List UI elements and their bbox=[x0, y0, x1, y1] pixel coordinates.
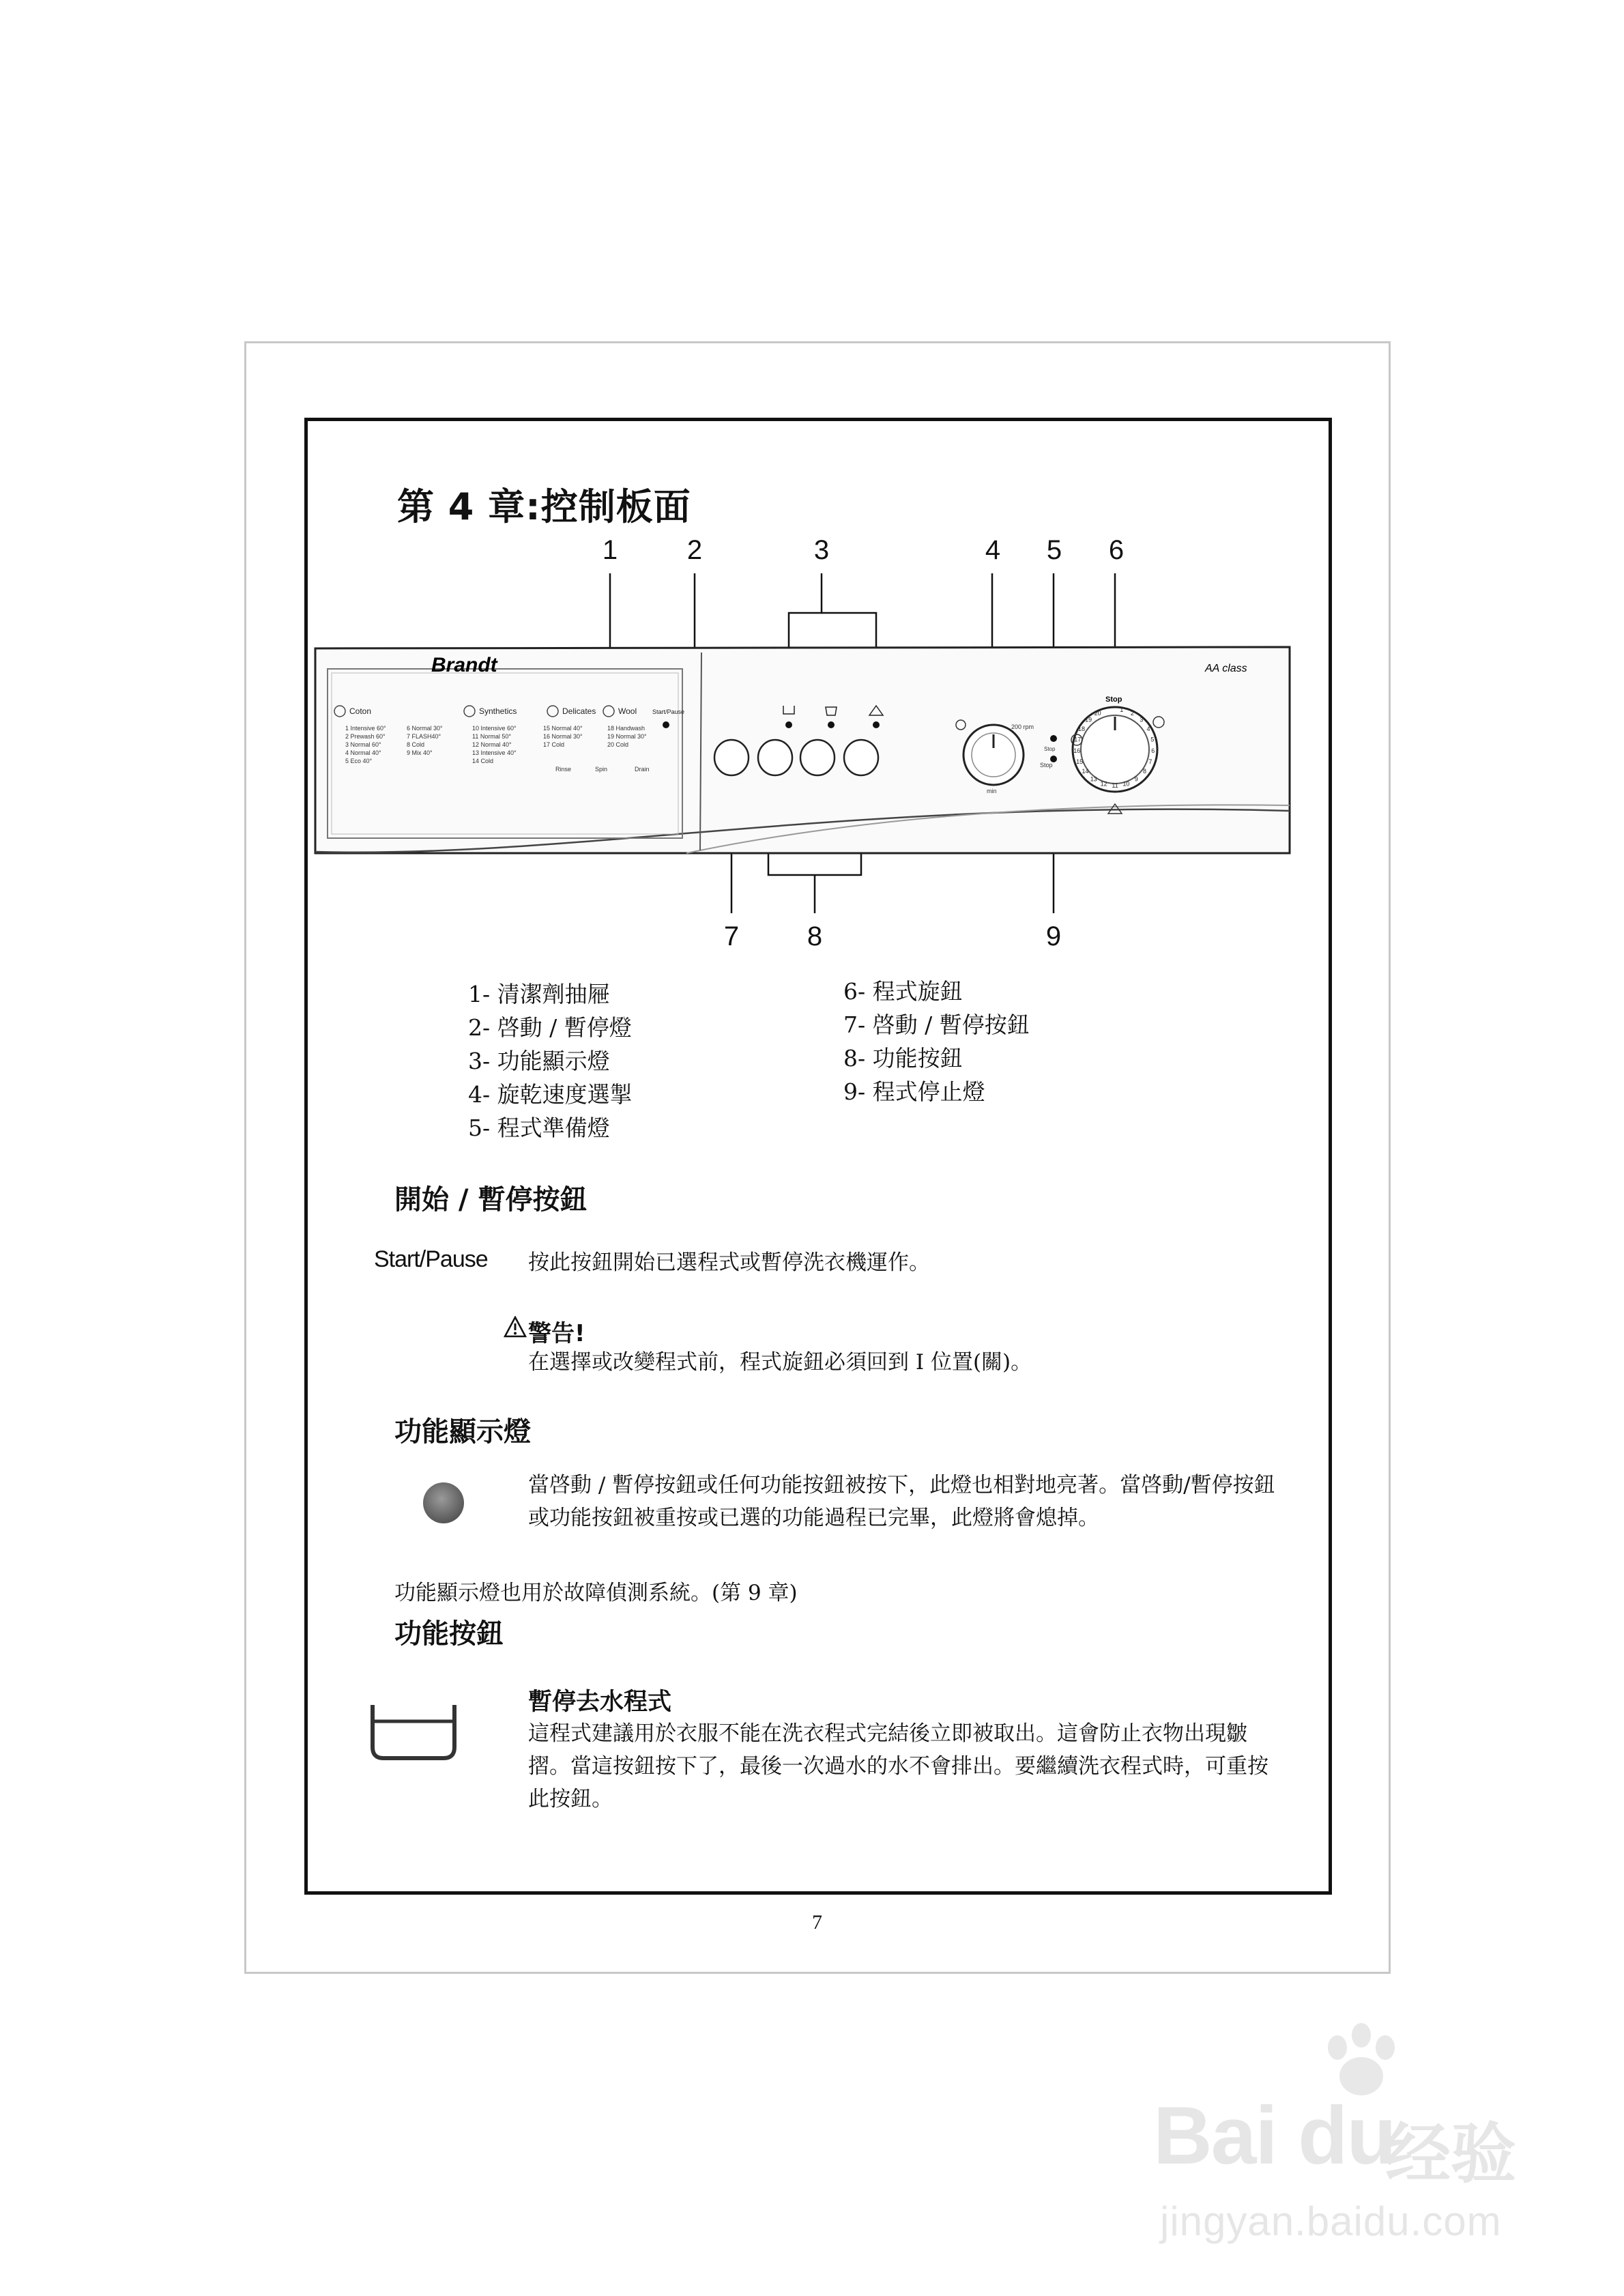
dial-number: 11 bbox=[1112, 782, 1118, 789]
dial-number: 6 bbox=[1151, 747, 1155, 754]
dial-number: 16 bbox=[1073, 747, 1081, 754]
start-pause-description: 按此按鈕開始已選程式或暫停洗衣機運作。 bbox=[528, 1250, 930, 1275]
callout-6: 6 bbox=[1108, 535, 1125, 565]
legend-item: 3- 功能顯示燈 bbox=[468, 1048, 610, 1074]
stop-light-label: Stop bbox=[1044, 746, 1056, 752]
page-number: 7 bbox=[812, 1911, 822, 1934]
dial-number: 19 bbox=[1085, 716, 1092, 723]
program-16: 16 Normal 30° bbox=[543, 733, 583, 740]
callout-4: 4 bbox=[985, 535, 1001, 565]
program-13: 13 Intensive 40° bbox=[472, 749, 517, 756]
watermark-label: 经验 bbox=[1385, 2116, 1516, 2192]
rinse-hold-icon bbox=[368, 1704, 459, 1761]
program-2: 2 Prewash 60° bbox=[345, 733, 386, 740]
function-light-note: 功能顯示燈也用於故障偵測系統。(第 9 章) bbox=[394, 1581, 798, 1605]
dial-number: 1 bbox=[1120, 706, 1124, 713]
start-pause-light bbox=[663, 721, 669, 728]
rinse-hold-title: 暫停去水程式 bbox=[528, 1689, 672, 1716]
dial-stop-label: Stop bbox=[1105, 695, 1122, 704]
legend-item: 8- 功能按鈕 bbox=[843, 1045, 963, 1072]
callout-7: 7 bbox=[723, 921, 740, 951]
dial-number: 5 bbox=[1150, 736, 1155, 743]
category-delicates: Delicates bbox=[562, 706, 596, 716]
warning-icon bbox=[504, 1316, 527, 1338]
dial-number: 17 bbox=[1074, 736, 1082, 743]
program-11: 11 Normal 50° bbox=[472, 733, 511, 740]
program-15: 15 Normal 40° bbox=[543, 725, 583, 732]
program-stop-light bbox=[1050, 756, 1057, 762]
warning-text: 在選擇或改變程式前，程式旋鈕必須回到 I 位置(關)。 bbox=[528, 1350, 1032, 1375]
dial-number: 3 bbox=[1140, 716, 1144, 723]
callout-9: 9 bbox=[1045, 921, 1062, 951]
dial-number: 13 bbox=[1090, 775, 1097, 783]
control-panel-diagram bbox=[304, 532, 1332, 915]
callout-3: 3 bbox=[813, 535, 830, 565]
program-3: 3 Normal 60° bbox=[345, 741, 381, 748]
category-synthetics: Synthetics bbox=[479, 706, 517, 716]
legend-item: 1- 清潔劑抽屜 bbox=[468, 981, 610, 1007]
section-heading-start-pause: 開始 / 暫停按鈕 bbox=[394, 1184, 588, 1216]
start-pause-panel-label: Start/Pause bbox=[652, 708, 685, 715]
legend-item: 2- 啓動 / 暫停燈 bbox=[468, 1014, 632, 1041]
start-pause-button[interactable] bbox=[714, 740, 749, 775]
dial-number: 15 bbox=[1076, 758, 1084, 765]
function-light-icon bbox=[422, 1481, 465, 1525]
watermark-url: jingyan.baidu.com bbox=[1160, 2198, 1502, 2244]
function-light-3 bbox=[873, 721, 880, 728]
function-button-3[interactable] bbox=[844, 740, 878, 775]
section-heading-function-buttons: 功能按鈕 bbox=[394, 1618, 504, 1650]
function-light-2 bbox=[828, 721, 835, 728]
dial-number: 4 bbox=[1146, 725, 1150, 732]
dial-number: 18 bbox=[1077, 725, 1086, 732]
program-5: 5 Eco 40° bbox=[345, 758, 373, 764]
callout-5: 5 bbox=[1046, 535, 1062, 565]
spin-stop-label: Stop bbox=[1040, 762, 1053, 769]
program-14: 14 Cold bbox=[472, 758, 494, 764]
dial-number: 12 bbox=[1100, 780, 1107, 788]
program-1: 1 Intensive 60° bbox=[345, 725, 386, 732]
function-light-1 bbox=[785, 721, 792, 728]
dial-number: 8 bbox=[1142, 768, 1147, 775]
legend-right bbox=[843, 975, 1030, 1108]
program-7: 7 FLASH40° bbox=[407, 733, 441, 740]
function-light-description: 當啓動 / 暫停按鈕或任何功能按鈕被按下，此燈也相對地亮著。當啓動/暫停按鈕或功能按鈕被重按或已選的功能過程已完畢，此燈將會熄掉。 bbox=[528, 1473, 1275, 1530]
legend-item: 5- 程式準備燈 bbox=[468, 1115, 610, 1141]
category-wool: Wool bbox=[618, 706, 637, 716]
callout-1: 1 bbox=[602, 535, 618, 565]
program-18: 18 Handwash bbox=[607, 725, 646, 732]
spin-speed-knob[interactable] bbox=[963, 725, 1024, 785]
legend-item: 7- 啓動 / 暫停按鈕 bbox=[843, 1011, 1030, 1038]
dial-number: 10 bbox=[1122, 780, 1130, 788]
legend-item: 4- 旋乾速度選掣 bbox=[468, 1081, 633, 1108]
program-19: 19 Normal 30° bbox=[607, 733, 647, 740]
section-heading-function-light: 功能顯示燈 bbox=[394, 1416, 531, 1448]
program-8: 8 Cold bbox=[407, 741, 425, 748]
legend-item: 9- 程式停止燈 bbox=[843, 1078, 985, 1105]
program-9: 9 Mix 40° bbox=[407, 749, 433, 756]
category-coton: Coton bbox=[349, 706, 372, 716]
dial-number: 7 bbox=[1148, 758, 1152, 765]
warning-title: 警告! bbox=[528, 1320, 585, 1347]
start-pause-label: Start/Pause bbox=[374, 1246, 488, 1272]
legend-item: 6- 程式旋鈕 bbox=[843, 978, 963, 1005]
option-rinse-label: Rinse bbox=[555, 766, 572, 773]
dial-number: 9 bbox=[1134, 775, 1138, 783]
program-12: 12 Normal 40° bbox=[472, 741, 512, 748]
option-drain-label: Drain bbox=[635, 766, 650, 773]
legend-left bbox=[468, 977, 633, 1145]
callout-2: 2 bbox=[686, 535, 703, 565]
page-title: 第 4 章:控制板面 bbox=[397, 485, 691, 528]
spin-200-label: 200 rpm bbox=[1011, 723, 1034, 730]
dial-number: 14 bbox=[1082, 768, 1089, 775]
dial-number: 20 bbox=[1094, 710, 1101, 717]
function-button-2[interactable] bbox=[800, 740, 835, 775]
callout-8: 8 bbox=[807, 921, 823, 951]
program-17: 17 Cold bbox=[543, 741, 565, 748]
program-10: 10 Intensive 60° bbox=[472, 725, 517, 732]
option-spin-label: Spin bbox=[595, 766, 608, 773]
energy-label: AA class bbox=[1205, 663, 1247, 674]
watermark-brand: Bai du bbox=[1153, 2090, 1395, 2181]
spin-min-label: min bbox=[987, 788, 997, 794]
dial-number: 2 bbox=[1130, 710, 1134, 717]
program-4: 4 Normal 40° bbox=[345, 749, 381, 756]
program-ready-light bbox=[1050, 735, 1057, 742]
program-20: 20 Cold bbox=[607, 741, 629, 748]
rinse-hold-description: 這程式建議用於衣服不能在洗衣程式完結後立即被取出。這會防止衣物出現皺摺。當這按鈕按下了，最後一次過水的水不會排出。要繼續洗衣程式時，可重按此按鈕。 bbox=[528, 1721, 1268, 1811]
brand-logo: Brandt bbox=[431, 654, 497, 676]
program-6: 6 Normal 30° bbox=[407, 725, 443, 732]
function-button-1[interactable] bbox=[758, 740, 792, 775]
